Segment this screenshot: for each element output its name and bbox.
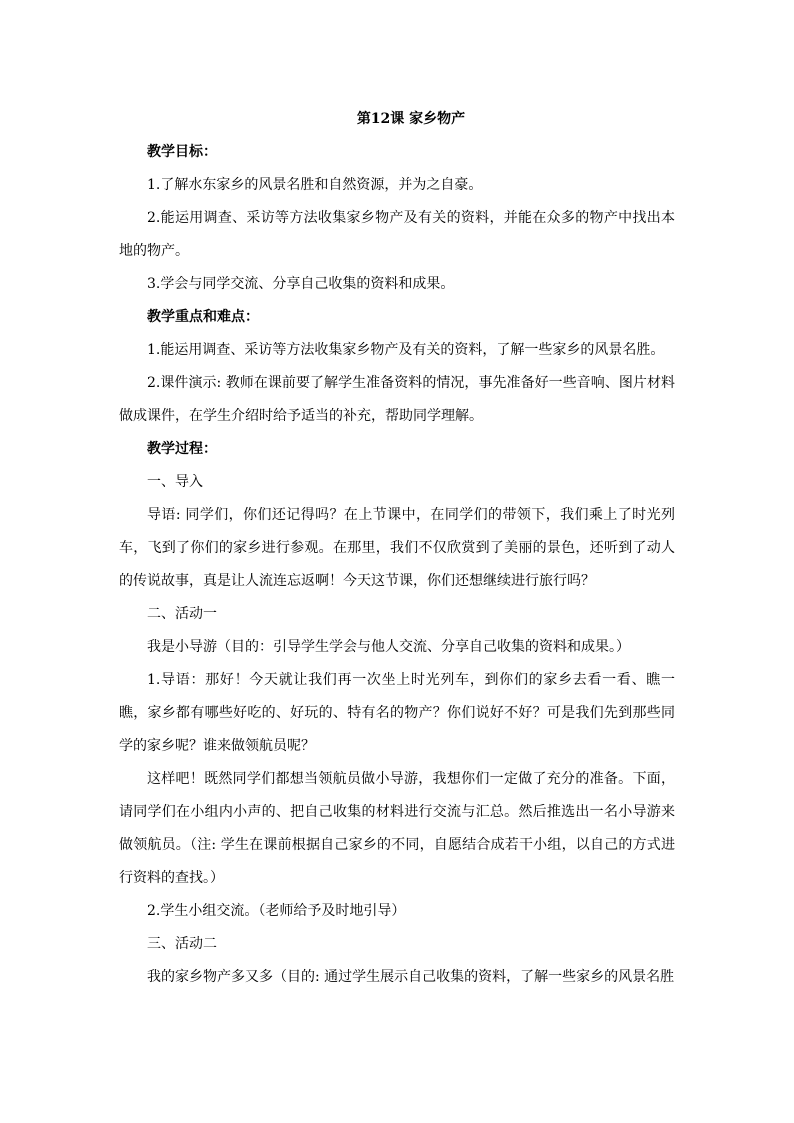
paragraph: 1.能运用调查、采访等方法收集家乡物产及有关的资料，了解一些家乡的风景名胜。 [147,342,665,358]
lesson-plan-body [119,103,675,994]
section-heading-objectives: 教学目标： [147,144,217,160]
paragraph: 这样吧！既然同学们都想当领航员做小导游，我想你们一定做了充分的准备。下面，请同学们在小组内小声的、把自己收集的材料进行交流与汇总。然后推选出一名小导游来做领航员。（注: 学生在课前根据自己家乡的不同，自愿结合成若干小组，以自己的方式进行资料的查找。） [119,771,675,886]
page-title: 第12课 家乡物产 [356,111,466,127]
paragraph: 1.导语：那好！今天就让我们再一次坐上时光列车，到你们的家乡去看一看、瞧一瞧，家乡都有哪些好吃的、好玩的、特有名的物产？你们说好不好？可是我们先到那些同学的家乡呢？谁来做领航员呢？ [119,672,675,754]
paragraph: 1.了解水东家乡的风景名胜和自然资源，并为之自豪。 [147,177,483,193]
paragraph: 导语: 同学们，你们还记得吗？在上节课中，在同学们的带领下，我们乘上了时光列车，飞到了你们的家乡进行参观。在那里，我们不仅欣赏到了美丽的景色，还听到了动人的传说故事，真是让人流连忘返啊！今天这节课，你们还想继续进行旅行吗？ [119,507,675,589]
paragraph: 一、导入 [147,474,203,490]
paragraph: 3.学会与同学交流、分享自己收集的资料和成果。 [147,276,455,292]
paragraph: 三、活动二 [147,936,217,952]
paragraph: 2.能运用调查、采访等方法收集家乡物产及有关的资料，并能在众多的物产中找出本地的物产。 [119,210,675,259]
section-heading-key-points: 教学重点和难点： [147,309,259,325]
paragraph: 我是小导游（目的：引导学生学会与他人交流、分享自己收集的资料和成果。） [147,639,630,655]
paragraph: 2.学生小组交流。（老师给予及时地引导） [147,903,406,919]
paragraph: 我的家乡物产多又多（目的: 通过学生展示自己收集的资料，了解一些家乡的风景名胜 [147,969,675,985]
paragraph: 2.课件演示: 教师在课前要了解学生准备资料的情况，事先准备好一些音响、图片材料做成课件，在学生介绍时给予适当的补充，帮助同学理解。 [119,375,675,424]
paragraph: 二、活动一 [147,606,217,622]
section-heading-process: 教学过程： [147,441,217,457]
